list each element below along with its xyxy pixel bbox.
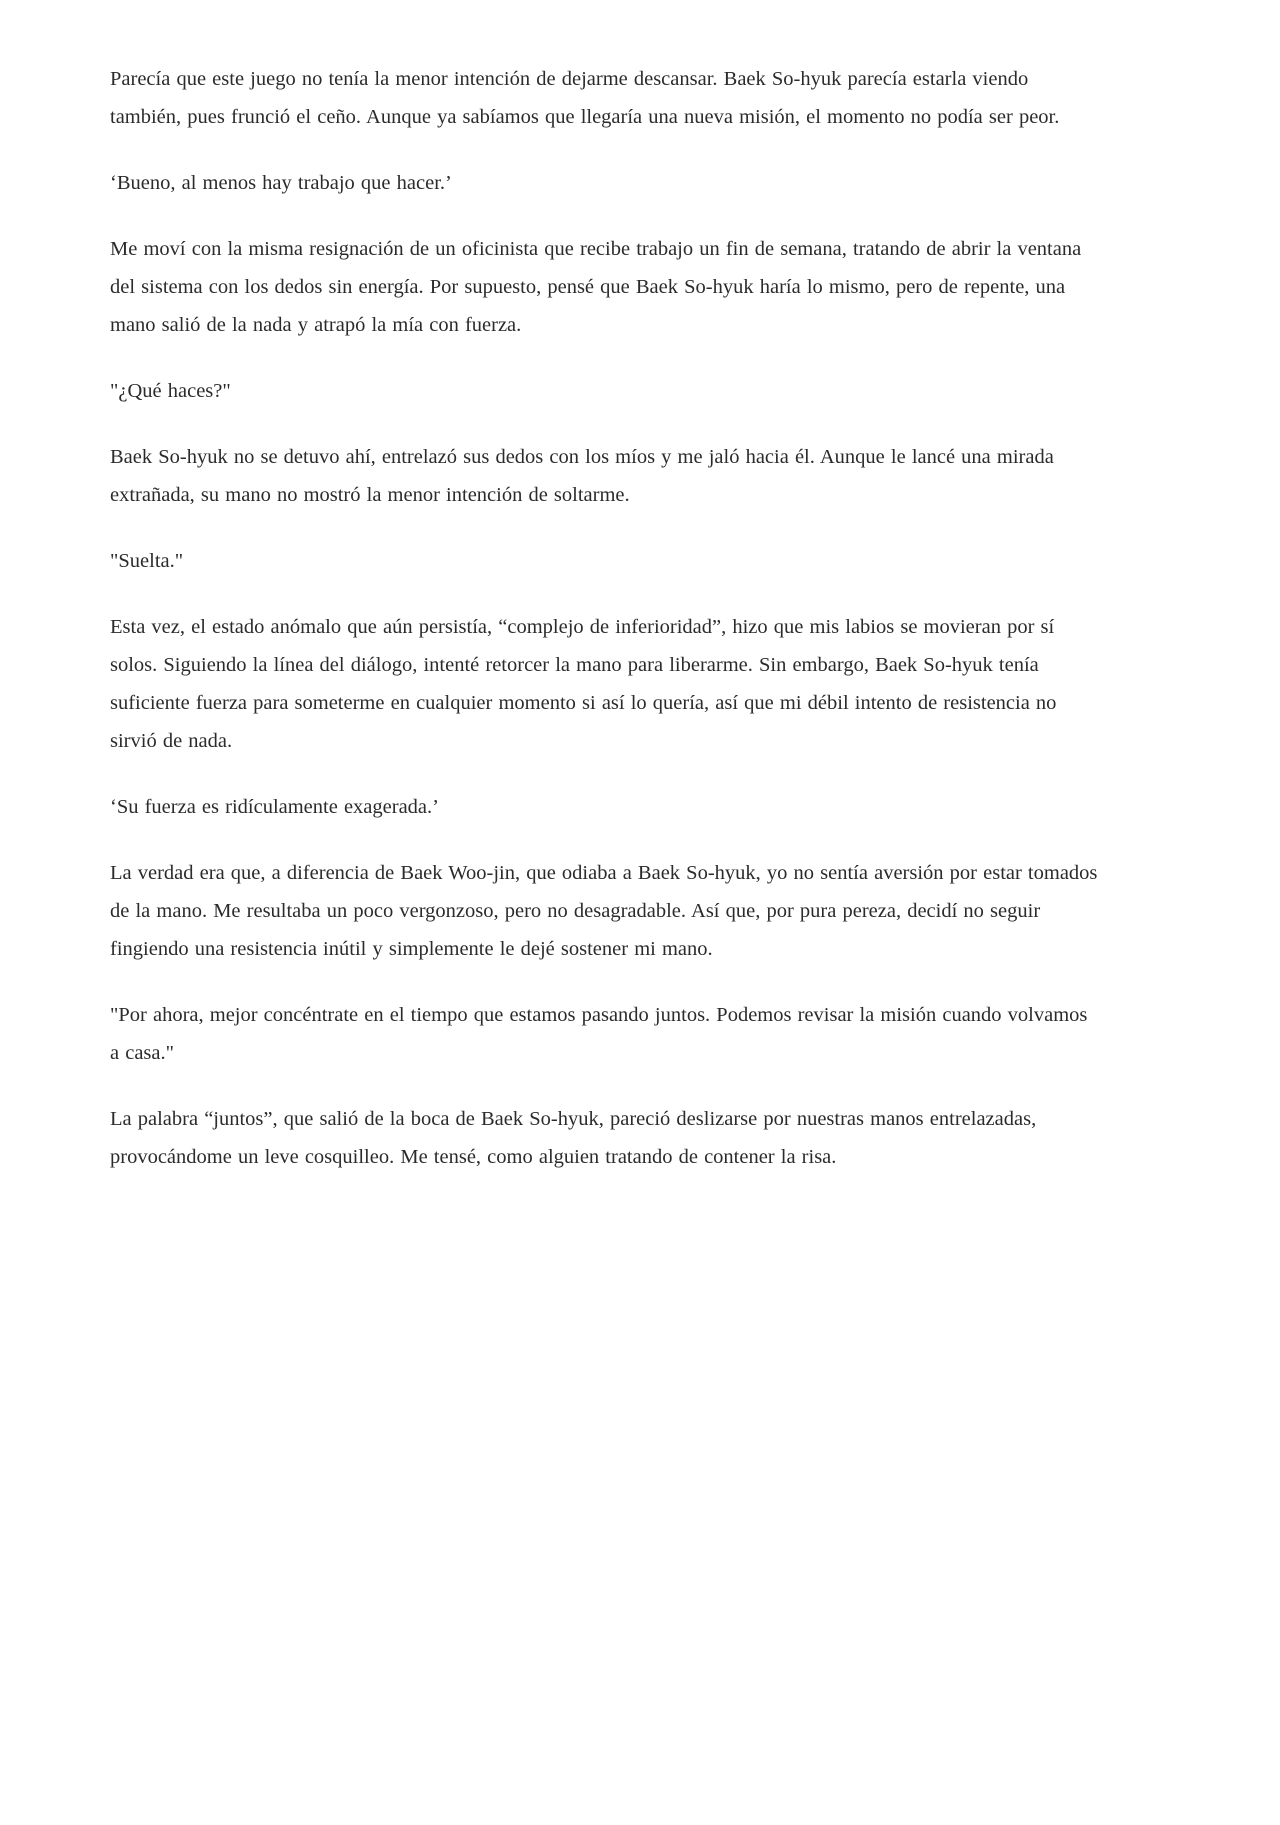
paragraph-narration: La palabra “juntos”, que salió de la boca de Baek So-hyuk, pareció deslizarse por nuestras manos entrelazadas, provocándome un leve cosquilleo. Me tensé, como alguien tratando de contener la risa.: [110, 1108, 1037, 1168]
paragraph-narration: Me moví con la misma resignación de un oficinista que recibe trabajo un fin de semana, tratando de abrir la ventana del sistema con los dedos sin energía. Por supuesto, pensé que Baek So-hyuk haría lo mismo, pero de repente, una mano salió de la nada y atrapó la mía con fuerza.: [110, 238, 1082, 336]
paragraph-dialogue: "Suelta.": [110, 550, 184, 572]
paragraph-narration: Parecía que este juego no tenía la menor intención de dejarme descansar. Baek So-hyuk parecía estarla viendo también, pues frunció el ceño. Aunque ya sabíamos que llegaría una nueva misión, el momento no podía ser peor.: [110, 68, 1060, 128]
paragraph-inner-thought: ‘Su fuerza es ridículamente exagerada.’: [110, 796, 439, 818]
paragraph-narration: La verdad era que, a diferencia de Baek Woo-jin, que odiaba a Baek So-hyuk, yo no sentía aversión por estar tomados de la mano. Me resultaba un poco vergonzoso, pero no desagradable. Así que, por pura pereza, decidí no seguir fingiendo una resistencia inútil y simplemente le dejé sostener mi mano.: [110, 862, 1098, 960]
paragraph-narration: Baek So-hyuk no se detuvo ahí, entrelazó sus dedos con los míos y me jaló hacia él. Aunque le lancé una mirada extrañada, su mano no mostró la menor intención de soltarme.: [110, 446, 1054, 506]
paragraph-narration: Esta vez, el estado anómalo que aún persistía, “complejo de inferioridad”, hizo que mis labios se movieran por sí solos. Siguiendo la línea del diálogo, intenté retorcer la mano para liberarme. Sin embargo, Baek So-hyuk tenía suficiente fuerza para someterme en cualquier momento si así lo quería, así que mi débil intento de resistencia no sirvió de nada.: [110, 616, 1057, 752]
paragraph-inner-thought: ‘Bueno, al menos hay trabajo que hacer.’: [110, 172, 452, 194]
paragraph-dialogue: "Por ahora, mejor concéntrate en el tiempo que estamos pasando juntos. Podemos revisar la misión cuando volvamos a casa.": [110, 1004, 1088, 1064]
paragraph-dialogue: "¿Qué haces?": [110, 380, 231, 402]
